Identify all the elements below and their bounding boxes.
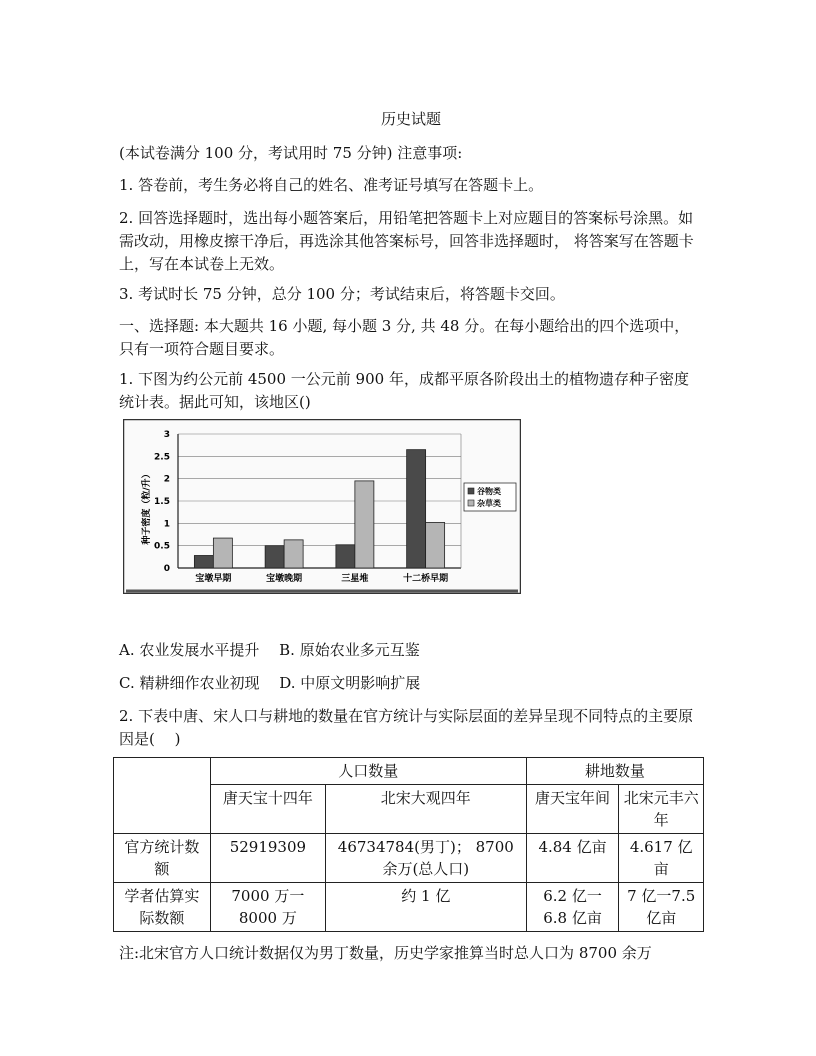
q2-note: 注:北宋官方人口统计数据仅为男丁数量，历史学家推算当时总人口为 8700 余万	[119, 944, 652, 962]
subheader-tang-land: 唐天宝年间	[526, 785, 619, 834]
q1-options-cd: C. 精耕细作农业初现 D. 中原文明影响扩展	[119, 674, 421, 692]
table-cell: 约 1 亿	[325, 883, 526, 932]
table-row	[114, 883, 704, 932]
y-tick-label: 2.5	[154, 452, 170, 463]
header-population: 人口数量	[210, 758, 526, 785]
y-tick-label: 1	[163, 519, 170, 530]
table-cell: 7 亿一7.5 亿亩	[619, 883, 704, 932]
subheader-song-pop: 北宋大观四年	[325, 785, 526, 834]
y-tick-label: 0	[163, 564, 170, 574]
bar-谷物类	[336, 545, 355, 568]
bar-杂草类	[213, 538, 232, 568]
legend-swatch	[468, 488, 474, 494]
table-corner	[114, 758, 211, 834]
chart-legend	[464, 483, 516, 511]
note-2: 2. 回答选择题时，选出每小题答案后，用铅笔把答题卡上对应题目的答案标号涂黑。如需改动，用橡皮擦干净后，再选涂其他答案标号，回答非选择题时， 将答案写在答题卡上，写在本试卷上无效。	[119, 209, 694, 273]
row-label: 学者估算实际数额	[114, 883, 211, 932]
intro-line: (本试卷满分 100 分，考试用时 75 分钟) 注意事项:	[119, 144, 463, 162]
subheader-tang-pop: 唐天宝十四年	[210, 785, 325, 834]
legend-label: 谷物类	[477, 487, 501, 496]
legend-swatch	[468, 500, 474, 506]
x-tick-label: 宝墩晚期	[266, 574, 303, 584]
q1-stem: 1. 下图为约公元前 4500 一公元前 900 年，成都平原各阶段出土的植物遗存种子密度统计表。据此可知，该地区()	[119, 370, 689, 411]
bar-杂草类	[284, 540, 303, 568]
header-farmland: 耕地数量	[526, 758, 703, 785]
table-cell: 4.84 亿亩	[526, 834, 619, 883]
population-land-table	[113, 757, 704, 932]
note-1: 1. 答卷前，考生务必将自己的姓名、准考证号填写在答题卡上。	[119, 176, 544, 194]
x-tick-label: 宝墩早期	[195, 574, 232, 584]
y-axis-label: 种子密度（粒/升）	[142, 469, 152, 545]
bar-谷物类	[194, 555, 213, 568]
bar-谷物类	[265, 546, 284, 568]
note-3: 3. 考试时长 75 分钟，总分 100 分；考试结束后，将答题卡交回。	[119, 285, 565, 303]
page-title: 历史试题	[380, 110, 441, 128]
q1-options-ab: A. 农业发展水平提升 B. 原始农业多元互鉴	[119, 641, 420, 659]
x-tick-label: 三星堆	[341, 574, 369, 584]
row-label: 官方统计数额	[114, 834, 211, 883]
table-cell: 52919309	[210, 834, 325, 883]
section-heading: 一、选择题: 本大题共 16 小题, 每小题 3 分, 共 48 分。在每小题给出的四个选项中，只有一项符合题目要求。	[119, 317, 690, 358]
q2-stem: 2. 下表中唐、宋人口与耕地的数量在官方统计与实际层面的差异呈现不同特点的主要原因是( )	[119, 707, 694, 748]
bar-杂草类	[355, 481, 374, 568]
table-row	[114, 834, 704, 883]
table-cell: 46734784(男丁)； 8700 余万(总人口)	[325, 834, 526, 883]
legend-label: 杂草类	[477, 499, 501, 508]
y-tick-label: 1.5	[154, 497, 170, 507]
x-tick-label: 十二桥早期	[403, 574, 449, 584]
y-tick-label: 0.5	[154, 541, 170, 552]
table-cell: 4.617 亿亩	[619, 834, 704, 883]
table-cell: 7000 万一 8000 万	[210, 883, 325, 932]
y-tick-label: 2	[163, 474, 170, 485]
bar-谷物类	[407, 450, 426, 568]
table-cell: 6.2 亿一 6.8 亿亩	[526, 883, 619, 932]
y-tick-label: 3	[163, 430, 170, 440]
bar-杂草类	[426, 522, 445, 568]
subheader-song-land: 北宋元丰六年	[619, 785, 704, 834]
seed-density-chart	[123, 419, 521, 594]
